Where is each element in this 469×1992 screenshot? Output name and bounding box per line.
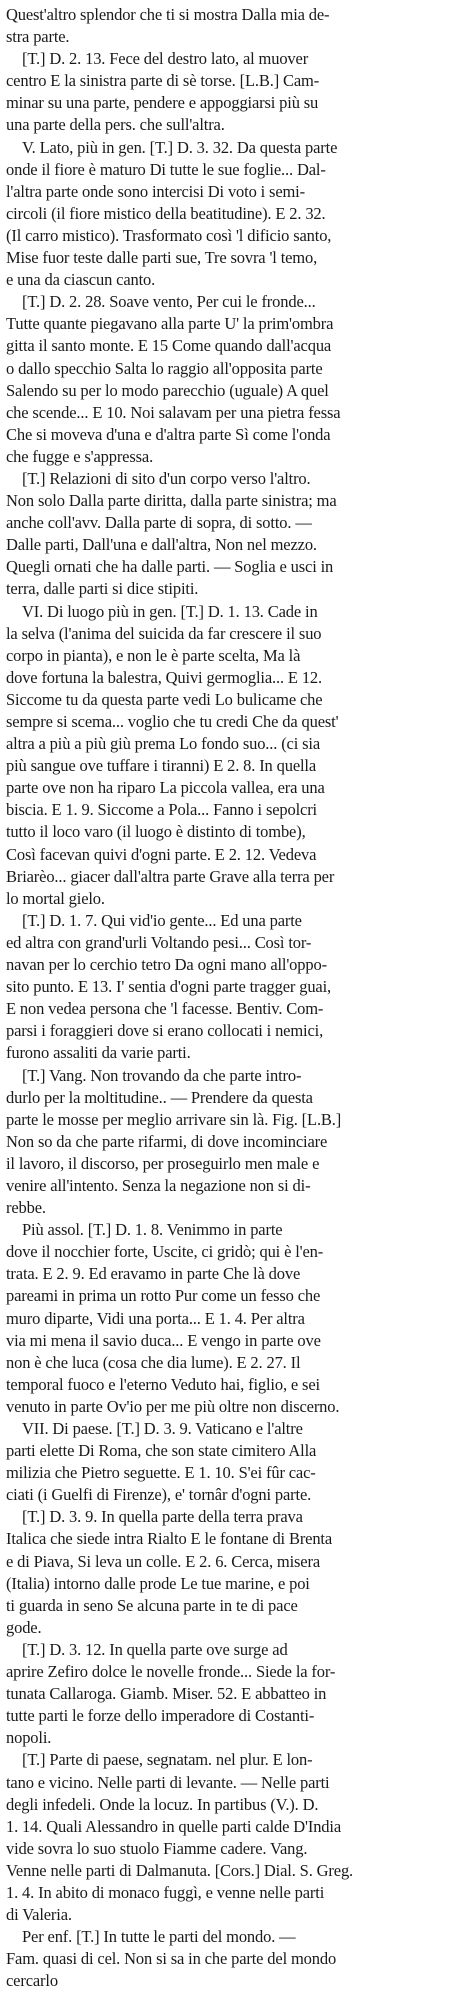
text-line: Quegli ornati che ha dalle parti. — Soglia e usci in: [6, 557, 334, 577]
text-line: gitta il santo monte. E 15 Come quando dall'acqua: [6, 336, 332, 356]
text-line: che fugge e s'appressa.: [6, 446, 154, 466]
text-line: dove il nocchier forte, Uscite, ci gridò; qui è l'en-: [6, 1242, 324, 1262]
text-line: [T.] D. 1. 7. Qui vid'io gente... Ed una parte: [22, 910, 302, 930]
text-line: corpo in pianta), e non le è parte scelta, Ma là: [6, 645, 301, 665]
text-line: l'altra parte onde sono intercisi Di voto i semi-: [6, 181, 305, 201]
text-line: navan per lo cerchio tetro Da ogni mano all'oppo-: [6, 955, 327, 975]
text-line: parte le mosse per meglio arrivare sin là. Fig. [L.B.]: [6, 1109, 342, 1129]
text-line: (Il carro mistico). Trasformato così 'l dificio santo,: [6, 225, 332, 245]
text-line: venuto in parte Ov'io per me più oltre non discerno.: [6, 1396, 340, 1416]
text-line: [T.] D. 2. 13. Fece del destro lato, al muover: [22, 49, 309, 69]
text-line: dove fortuna la balestra, Quivi germoglia... E 12.: [6, 667, 322, 687]
text-line: via mi mena il savio duca... E vengo in parte ove: [6, 1330, 321, 1350]
text-line: Venne nelle parti di Dalmanuta. [Cors.] Dial. S. Greg.: [6, 1860, 354, 1880]
text-line: Così facevan quivi d'ogni parte. E 2. 12. Vedeva: [6, 844, 317, 864]
text-line: muro diparte, Vidi una porta... E 1. 4. Per altra: [6, 1308, 305, 1328]
text-line: una parte della pers. che sull'altra.: [6, 115, 225, 135]
text-line: parsi i foraggieri dove si erano collocati i nemici,: [6, 1021, 324, 1041]
text-line: Per enf. [T.] In tutte le parti del mondo. —: [22, 1927, 296, 1947]
text-line: (Italia) intorno dalle prode Le tue marine, e poi: [6, 1573, 310, 1593]
text-line: furono assaliti da varie parti.: [6, 1043, 191, 1063]
text-line: tunata Callaroga. Giamb. Miser. 52. E abbatteo in: [6, 1684, 327, 1704]
text-line: Non so da che parte rifarmi, di dove incominciare: [6, 1131, 328, 1151]
text-line: che scende... E 10. Noi salavam per una pietra fessa: [6, 402, 341, 422]
text-line: e una da ciascun canto.: [6, 270, 156, 290]
text-line: Quest'altro splendor che ti si mostra Dalla mia de-: [6, 5, 330, 24]
text-line: non è che luca (cosa che dia lume). E 2. 27. Il: [6, 1352, 301, 1372]
text-line: Più assol. [T.] D. 1. 8. Venimmo in parte: [22, 1220, 283, 1240]
text-line: Briarèo... giacer dall'altra parte Grave alla terra per: [6, 866, 335, 886]
text-line: circoli (il fiore mistico della beatitudine). E 2. 32.: [6, 203, 326, 223]
text-line: tutte parti le forze dello imperadore di Costanti-: [6, 1706, 315, 1726]
text-line: anche coll'avv. Dalla parte di sopra, di sotto. —: [6, 513, 312, 533]
text-line: venire all'intento. Senza la negazione non si di-: [6, 1175, 311, 1195]
text-line: ed altra con grand'urli Voltando pesi... Così tor-: [6, 932, 312, 952]
text-line: rebbe.: [6, 1198, 46, 1218]
text-line: sempre si scema... voglio che tu credi Che da quest': [6, 712, 339, 731]
text-line: [T.] D. 2. 28. Soave vento, Per cui le fronde...: [22, 292, 316, 312]
text-line: vide sovra lo suo stuolo Fiamme cadere. Vang.: [6, 1838, 308, 1858]
text-line: più sangue ove tuffare i tiranni) E 2. 8. In quella: [6, 756, 317, 776]
text-line: [T.] Parte di paese, segnatam. nel plur. E lon-: [22, 1750, 313, 1770]
text-line: milizia che Pietro seguette. E 1. 10. S'ei fûr cac-: [6, 1463, 316, 1483]
text-line: Mise fuor teste dalle parti sue, Tre sovra 'l temo,: [6, 248, 318, 268]
text-line: il lavoro, il discorso, per proseguirlo men male e: [6, 1153, 320, 1173]
text-line: pareami in prima un rotto Pur come un fesso che: [6, 1286, 321, 1306]
text-line: Non solo Dalla parte diritta, dalla parte sinistra; ma: [6, 491, 337, 511]
text-line: lo mortal gielo.: [6, 888, 105, 908]
text-line: altra a più a più giù prema Lo fondo suo... (ci sia: [6, 734, 321, 754]
text-line: ti guarda in seno Se alcuna parte in te di pace: [6, 1595, 298, 1615]
text-line: 1. 4. In abito di monaco fuggì, e venne nelle parti: [6, 1882, 325, 1902]
text-line: [T.] Relazioni di sito d'un corpo verso l'altro.: [22, 468, 311, 488]
text-line: tano e vicino. Nelle parti di levante. — Nelle parti: [6, 1772, 330, 1792]
text-line: V. Lato, più in gen. [T.] D. 3. 32. Da questa parte: [22, 137, 338, 157]
text-line: centro E la sinistra parte di sè torse. [L.B.] Cam-: [6, 71, 320, 91]
text-line: o dallo specchio Salta lo raggio all'opposita parte: [6, 358, 323, 378]
text-line: parti elette Di Roma, che son state cimitero Alla: [6, 1441, 317, 1461]
text-line: parte ove non ha riparo La piccola vallea, era una: [6, 778, 325, 798]
text-line: aprire Zefiro dolce le novelle fronde... Siede la for-: [6, 1662, 336, 1682]
text-line: gode.: [6, 1617, 42, 1637]
text-line: terra, dalle parti si dice stipiti.: [6, 579, 199, 599]
text-line: trata. E 2. 9. Ed eravamo in parte Che là dove: [6, 1264, 301, 1284]
text-line: [T.] D. 3. 12. In quella parte ove surge ad: [22, 1639, 288, 1659]
text-line: Dalle parti, Dall'una e dall'altra, Non nel mezzo.: [6, 535, 317, 555]
text-line: Siccome tu da questa parte vedi Lo bulicame che: [6, 689, 323, 709]
text-line: Che si moveva d'una e d'altra parte Sì come l'onda: [6, 424, 331, 444]
text-line: durlo per la moltitudine.. — Prendere da questa: [6, 1087, 313, 1107]
text-line: la selva (l'anima del suicida da far crescere il suo: [6, 623, 322, 643]
text-line: Italica che siede intra Rialto E le fontane di Brenta: [6, 1529, 333, 1549]
text-line: di Valeria.: [6, 1905, 72, 1925]
text-line: Fam. quasi di cel. Non si sa in che parte del mondo: [6, 1949, 337, 1969]
text-line: degli infedeli. Onde la locuz. In partibus (V.). D.: [6, 1794, 319, 1814]
text-line: biscia. E 1. 9. Siccome a Pola... Fanno i sepolcri: [6, 800, 317, 820]
text-line: [T.] Vang. Non trovando da che parte intro-: [22, 1065, 302, 1085]
text-line: cercarlo: [6, 1971, 58, 1991]
text-line: ciati (i Guelfi di Firenze), e' tornâr d'ogni parte.: [6, 1485, 312, 1505]
text-line: minar su una parte, pendere e appoggiarsi più su: [6, 93, 319, 113]
text-line: nopoli.: [6, 1728, 52, 1748]
text-line: E non vedea persona che 'l facesse. Bentiv. Com-: [6, 999, 324, 1019]
text-line: [T.] D. 3. 9. In quella parte della terra prava: [22, 1507, 303, 1527]
text-line: VII. Di paese. [T.] D. 3. 9. Vaticano e l'altre: [22, 1419, 303, 1438]
text-line: sito punto. E 13. I' sentia d'ogni parte tragger guai,: [6, 977, 332, 997]
text-line: tutto il loco varo (il luogo è distinto di tombe),: [6, 822, 306, 842]
text-line: VI. Di luogo più in gen. [T.] D. 1. 13. Cade in: [22, 601, 318, 621]
text-line: onde il fiore è maturo Di tutte le sue foglie... Dal-: [6, 159, 326, 179]
text-line: 1. 14. Quali Alessandro in quelle parti calde D'India: [6, 1816, 342, 1836]
text-line: e di Piava, Si leva un colle. E 2. 6. Cerca, misera: [6, 1551, 321, 1571]
text-line: temporal fuoco e l'eterno Veduto hai, figlio, e sei: [6, 1374, 320, 1394]
text-line: Salendo su per lo modo parecchio (uguale) A quel: [6, 380, 329, 400]
text-line: stra parte.: [6, 27, 70, 47]
text-line: Tutte quante piegavano alla parte U' la prim'ombra: [6, 314, 334, 334]
